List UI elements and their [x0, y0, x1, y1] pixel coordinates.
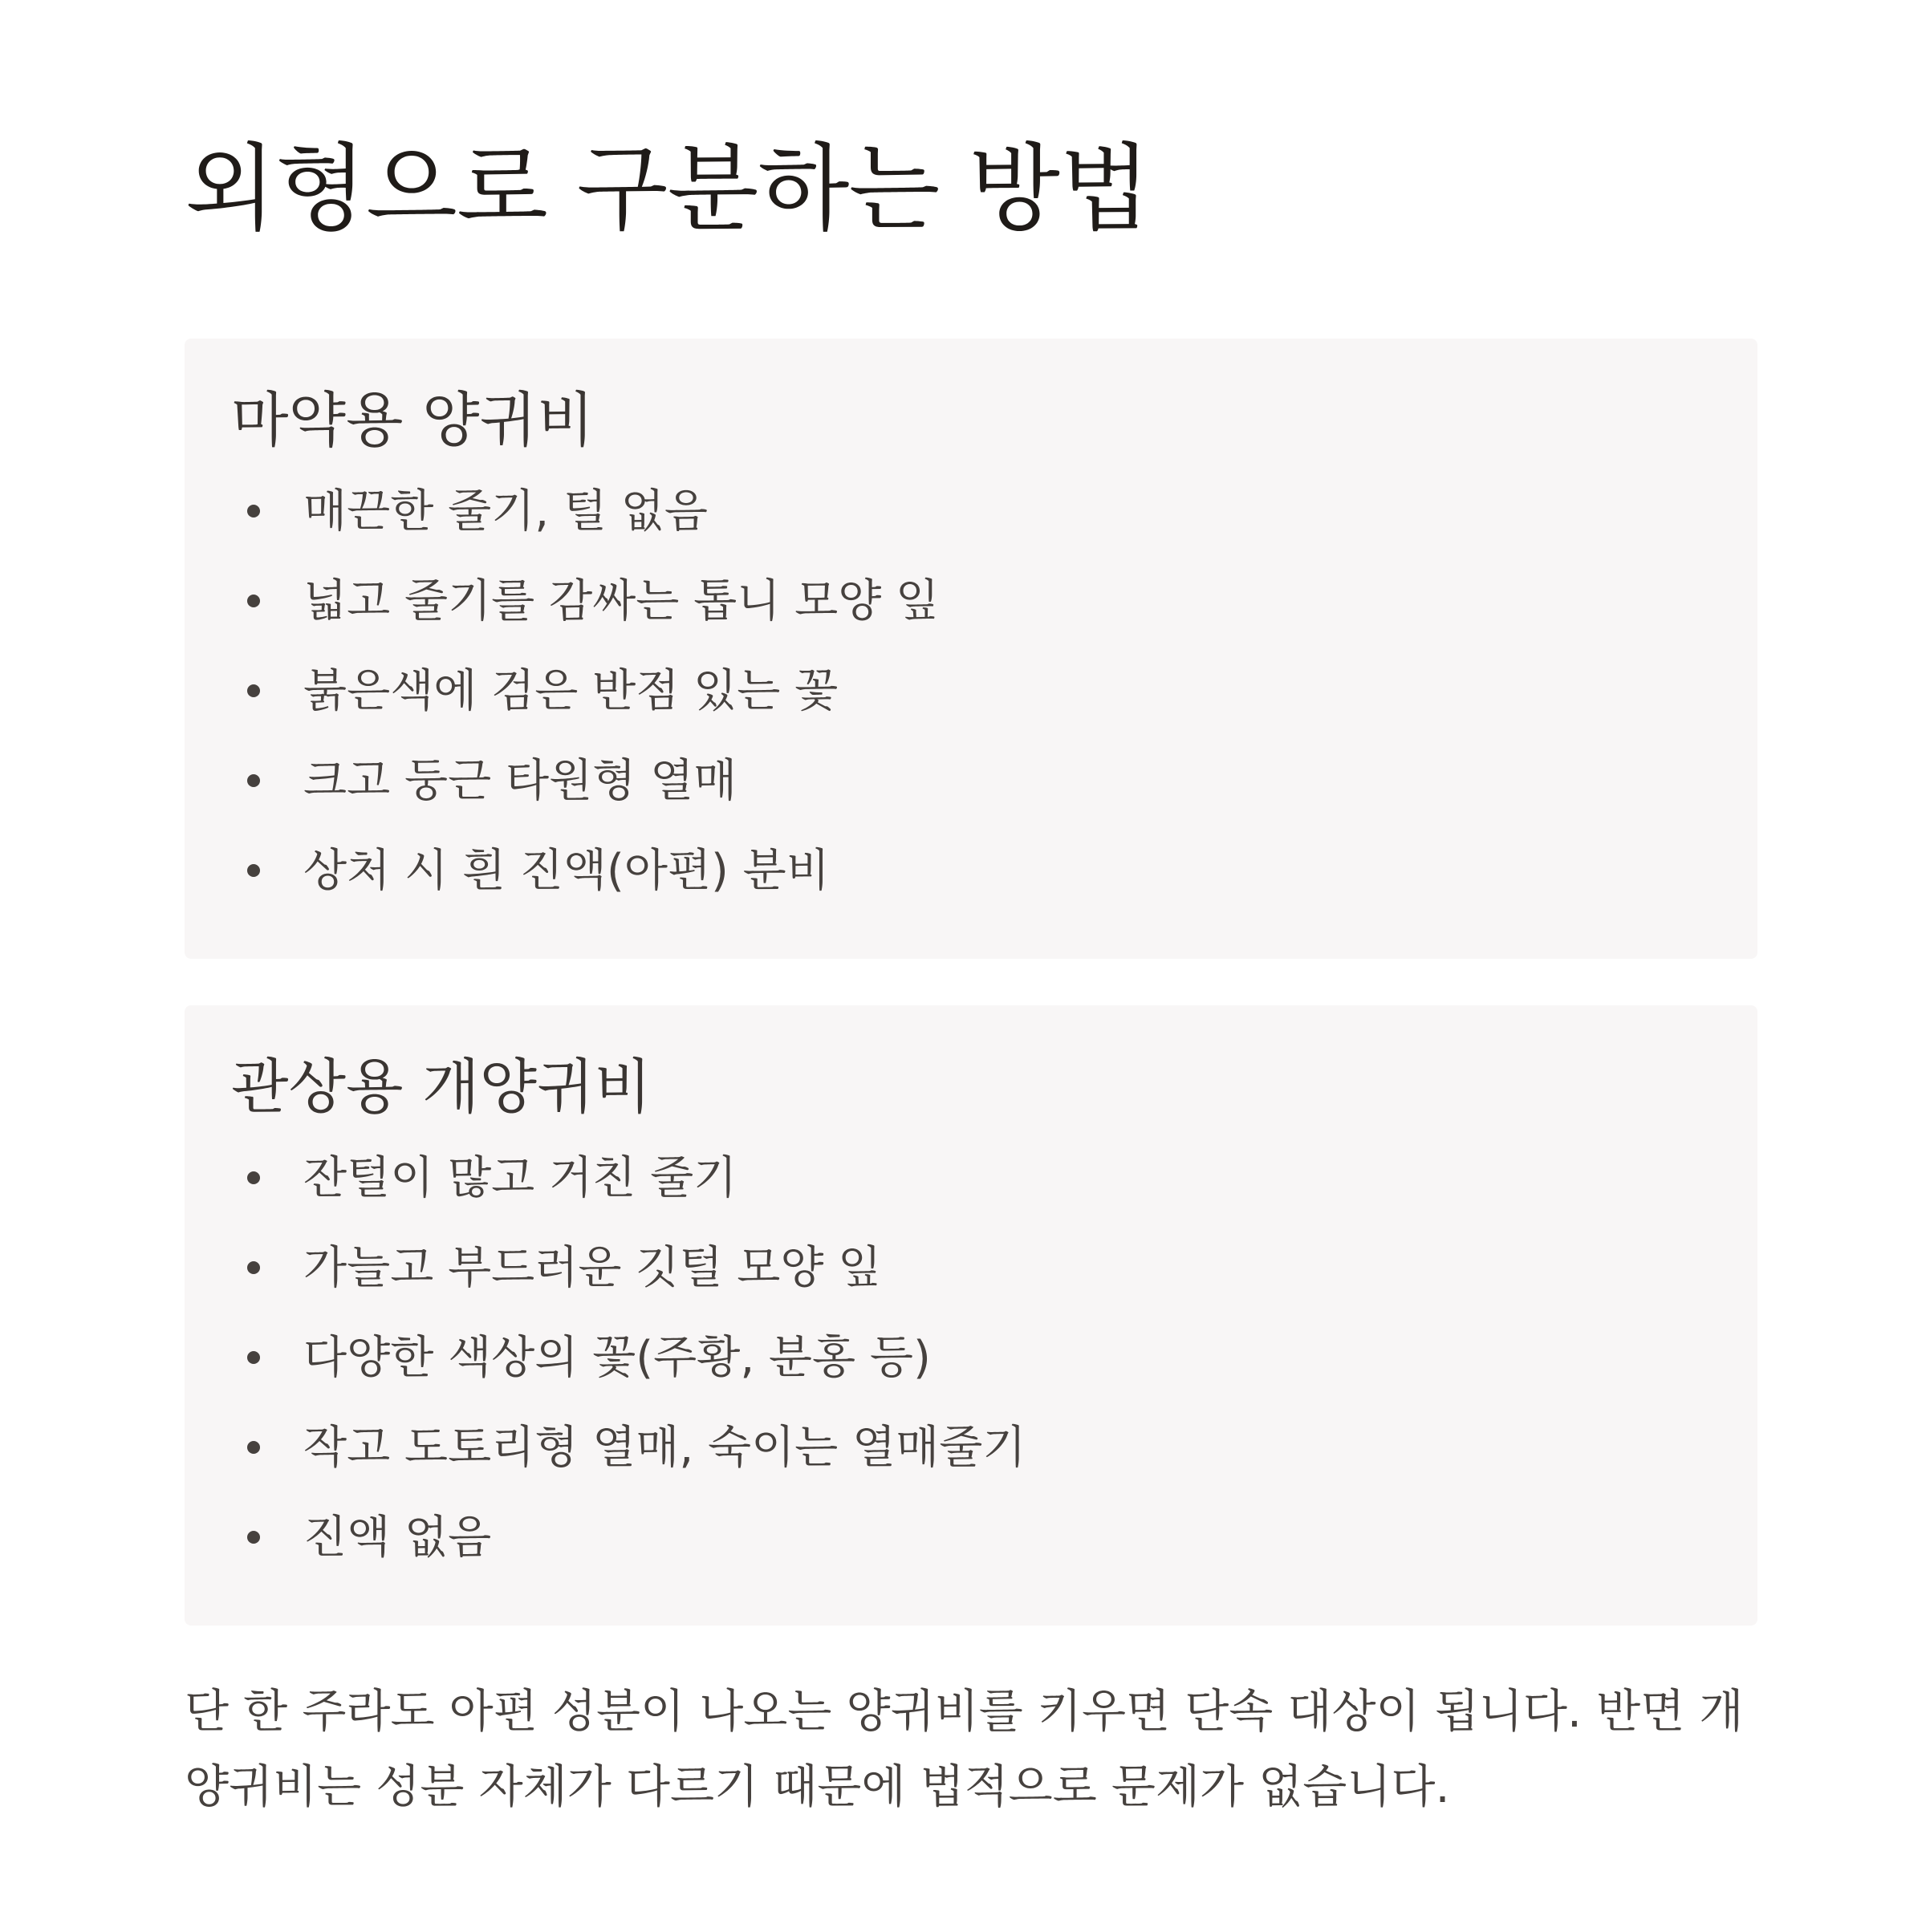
- list-item-text: 잔털이 많고 거친 줄기: [303, 1152, 737, 1204]
- document-page: [185, 0, 1757, 1824]
- list-item-text: 상처 시 흰 진액(아편) 분비: [303, 845, 830, 897]
- feature-list: [231, 1134, 1711, 1583]
- list-item: [231, 1403, 1711, 1493]
- list-item: [231, 1134, 1711, 1224]
- bullet-icon: [247, 1351, 260, 1364]
- list-item-text: 매끈한 줄기, 털 없음: [303, 485, 708, 538]
- list-item-text: 진액 없음: [303, 1512, 492, 1564]
- list-item-text: 가늘고 부드러운 깃털 모양 잎: [303, 1242, 882, 1294]
- list-item: [231, 1493, 1711, 1583]
- footnote-paragraph: 단 한 주라도 아편 성분이 나오는 양귀비를 키우면 단속 대상이 됩니다. 반면 개양귀비는 성분 자체가 다르기 때문에 법적으로 문제가 없습니다.: [185, 1685, 1744, 1813]
- bullet-icon: [247, 1441, 260, 1454]
- card-heading: 관상용 개양귀비: [231, 1053, 652, 1122]
- list-item: [231, 737, 1711, 826]
- list-item: [231, 1224, 1711, 1313]
- bullet-icon: [247, 1531, 260, 1544]
- card-drug-poppy: [185, 339, 1757, 959]
- list-item: [231, 1313, 1711, 1403]
- list-item-text: 크고 둥근 타원형 열매: [303, 755, 737, 807]
- bullet-icon: [247, 864, 260, 877]
- list-item-text: 넓고 줄기를 감싸는 톱니 모양 잎: [303, 575, 940, 627]
- bullet-icon: [247, 595, 260, 607]
- list-item: [231, 467, 1711, 557]
- list-item: [231, 647, 1711, 737]
- list-item-text: 작고 도토리형 열매, 숙이는 열매줄기: [303, 1422, 1026, 1474]
- bullet-icon: [247, 774, 260, 787]
- list-item-text: 다양한 색상의 꽃(주황, 분홍 등): [303, 1332, 931, 1384]
- bullet-icon: [247, 684, 260, 697]
- list-item: [231, 826, 1711, 916]
- bullet-icon: [247, 505, 260, 518]
- bullet-icon: [247, 1261, 260, 1274]
- bullet-icon: [247, 1171, 260, 1184]
- card-heading: 마약용 양귀비: [231, 386, 595, 455]
- list-item: [231, 557, 1711, 647]
- feature-list: [231, 467, 1711, 916]
- list-item-text: 붉은색에 검은 반점 있는 꽃: [303, 665, 839, 717]
- page-title: 외형으로 구분하는 방법: [185, 133, 1150, 244]
- card-ornamental-poppy: [185, 1005, 1757, 1626]
